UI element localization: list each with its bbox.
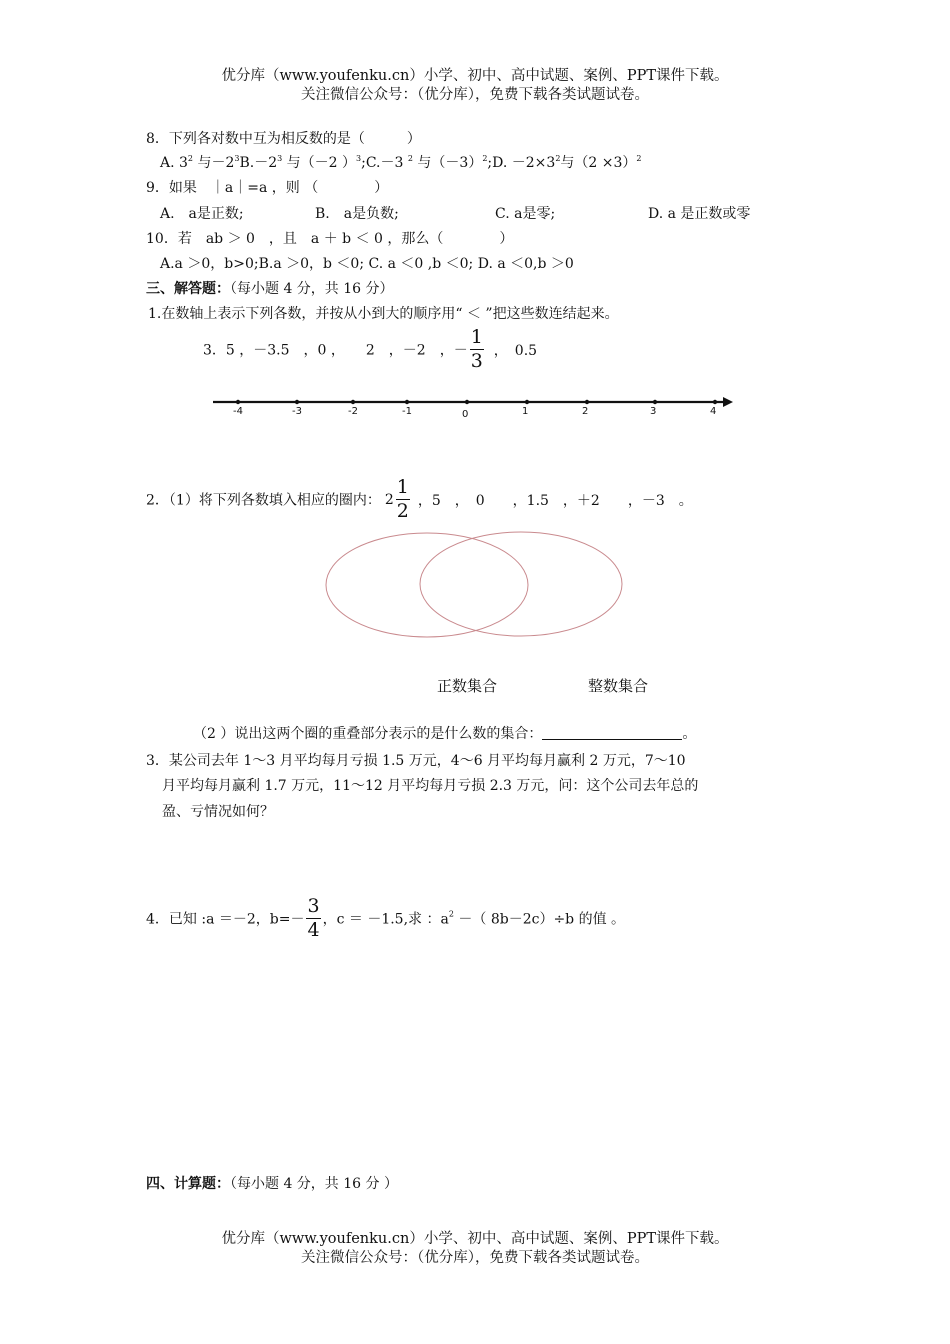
tick-mark <box>405 400 409 404</box>
tick-mark <box>351 400 355 404</box>
tick-mark <box>653 400 657 404</box>
fraction-one-half: $\frac{1}{2}$ <box>396 476 409 522</box>
positive-set-label: 正数集合 <box>437 677 498 695</box>
q9-option-b: B. a是负数; <box>315 206 399 222</box>
tick-mark <box>236 400 240 404</box>
q10-stem: 10．若 ab ＞ 0 ，且 a ＋ b ＜ 0 ，那么（ ） <box>146 231 514 247</box>
integer-set-circle <box>420 532 622 636</box>
section3-heading: 三、解答题：（每小题 4 分，共 16 分） <box>146 281 394 297</box>
tick-label: 0 <box>462 409 469 420</box>
s1-numbers: 3．5 ，－3.5 ，0 ， 2 ，－2 ，－ $\frac{1}{3}$ ， 0.5 <box>203 326 538 372</box>
integer-set-label: 整数集合 <box>588 677 649 695</box>
q9-option-c: C. a是零; <box>495 206 556 222</box>
tick-mark <box>525 400 529 404</box>
tick-label: -4 <box>233 406 243 417</box>
number-line <box>205 390 740 430</box>
tick-label: -2 <box>348 406 358 417</box>
answer-blank <box>542 727 682 740</box>
tick-mark <box>713 400 717 404</box>
venn-diagram <box>320 528 630 646</box>
tick-mark <box>585 400 589 404</box>
tick-label: 2 <box>582 406 589 417</box>
s2-part2: （2 ）说出这两个圈的重叠部分表示的是什么数的集合： 。 <box>193 726 697 742</box>
tick-mark <box>295 400 299 404</box>
positive-set-circle <box>326 533 528 637</box>
tick-label: -1 <box>402 406 412 417</box>
tick-label: 4 <box>710 406 717 417</box>
q9-option-a: A. a是正数; <box>160 206 244 222</box>
tick-mark <box>465 400 469 404</box>
number-line-arrow-icon <box>723 397 733 407</box>
q10-options: A.a ＞0，b>0;B.a ＞0，b ＜0; C. a ＜0 ,b ＜0; D. a ＜0,b ＞0 <box>160 256 574 272</box>
section4-heading: 四、计算题：（每小题 4 分，共 16 分 ） <box>146 1176 398 1192</box>
q9-stem: 9．如果 ｜a｜=a ，则 （ ） <box>146 180 389 196</box>
q9-option-d: D. a 是正数或零 <box>648 206 751 222</box>
tick-label: -3 <box>292 406 302 417</box>
page-footer-line1: 优分库（www.youfenku.cn）小学、初中、高中试题、案例、PPT课件下载。 <box>221 1231 729 1247</box>
page-header-line2: 关注微信公众号：（优分库），免费下载各类试题试卷。 <box>301 87 649 103</box>
tick-label: 1 <box>522 406 529 417</box>
s1-stem: 1.在数轴上表示下列各数，并按从小到大的顺序用“ ＜ ”把这些数连结起来。 <box>148 306 619 322</box>
s3-line3: 盈、亏情况如何？ <box>162 804 274 820</box>
fraction-three-quarters: $\frac{3}{4}$ <box>307 895 320 941</box>
s2-stem: 2．（1）将下列各数填入相应的圈内： 2 $\frac{1}{2}$ ，5 ， 0 ，1.5 ，＋2 ，－3 。 <box>146 476 693 522</box>
s3-line1: 3．某公司去年 1～3 月平均每月亏损 1.5 万元，4～6 月平均每月赢利 2 万元，7～10 <box>146 753 686 769</box>
page-footer-line2: 关注微信公众号：（优分库），免费下载各类试题试卷。 <box>301 1250 649 1266</box>
q8-stem: 8．下列各对数中互为相反数的是（ ） <box>146 131 421 147</box>
page-header-line1: 优分库（www.youfenku.cn）小学、初中、高中试题、案例、PPT课件下载。 <box>221 68 729 84</box>
s4-stem: 4．已知 :a ＝－2，b=－ $\frac{3}{4}$ ，c ＝ －1.5,求 ：$a^2$ －（ 8b－2c）÷b 的值 。 <box>146 895 626 941</box>
s3-line2: 月平均每月赢利 1.7 万元，11～12 月平均每月亏损 2.3 万元，问：这个公司去年总的 <box>162 778 699 794</box>
q8-options: A. $3^2$ 与$-2^3B.-2^3$ 与（－2 ）$^3$;C.－3 $^2$ 与$(-3)^2;D$. $-2\times 3^2$与$(2 \times 3)^2$ <box>160 154 642 171</box>
fraction-one-third: $\frac{1}{3}$ <box>470 326 483 372</box>
tick-label: 3 <box>650 406 657 417</box>
